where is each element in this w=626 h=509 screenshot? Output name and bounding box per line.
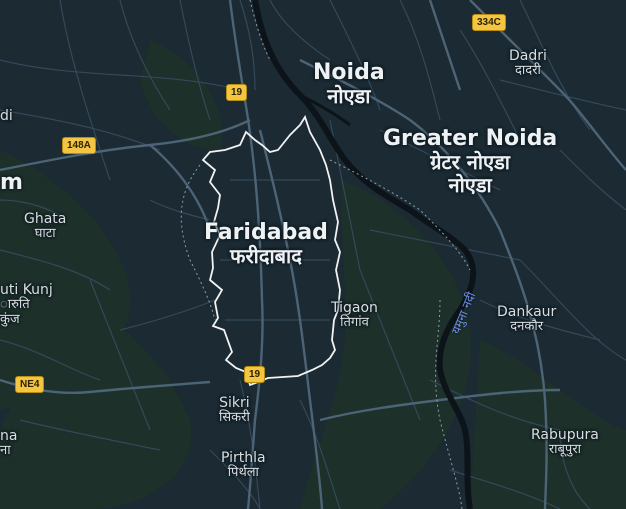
place-name-en: di: [0, 108, 13, 124]
place-label-tigaon[interactable]: [331, 300, 378, 331]
highway-shield-19-north[interactable]: 19: [226, 84, 247, 101]
place-name-en: na: [0, 428, 18, 444]
place-name-hi: फरीदाबाद: [230, 244, 302, 269]
place-name-hi: तिगांव: [340, 315, 369, 331]
place-name-en: Faridabad: [204, 220, 328, 245]
place-name-en: Ghata: [24, 211, 67, 227]
place-name-hi-line2: नोएडा: [448, 173, 492, 198]
place-name-hi: दनकौर: [510, 319, 544, 335]
place-name-hi: पिर्थला: [227, 465, 259, 481]
place-name-en: Sikri: [219, 395, 250, 411]
place-name-hi-line2: कुंज: [0, 312, 20, 328]
place-name-hi: ग्रेटर नोएडा: [430, 150, 510, 175]
place-name-hi: राबूपुरा: [548, 442, 582, 458]
place-name-hi: सिकरी: [219, 410, 250, 426]
place-label-left-di[interactable]: [0, 108, 13, 124]
place-name-hi: ारुति: [0, 297, 30, 313]
place-label-rabupura[interactable]: [531, 427, 599, 458]
place-name-en: Rabupura: [531, 427, 599, 443]
place-name-en: Greater Noida: [383, 126, 558, 151]
highway-shield-148a[interactable]: 148A: [62, 137, 96, 154]
yamuna-river-label: यमुना नदी: [448, 290, 479, 336]
place-label-dankaur[interactable]: [497, 304, 556, 335]
place-name-hi: दादरी: [515, 63, 541, 79]
place-name-hi: घाटा: [34, 226, 56, 242]
place-label-dadri[interactable]: [509, 48, 547, 79]
highway-shield-19-south[interactable]: 19: [244, 366, 265, 383]
place-label-maruti-kunj[interactable]: [0, 282, 53, 328]
place-name-en: Tigaon: [331, 300, 378, 316]
highway-shield-ne4[interactable]: NE4: [15, 376, 44, 393]
place-label-noida[interactable]: [313, 60, 385, 108]
place-label-faridabad[interactable]: [204, 220, 328, 268]
place-name-en: m: [0, 170, 23, 195]
place-label-ghata[interactable]: [24, 211, 66, 242]
place-label-sikri[interactable]: [219, 395, 250, 426]
place-name-en: Pirthla: [221, 450, 266, 466]
place-name-en: Dankaur: [497, 304, 557, 320]
place-label-left-na[interactable]: [0, 428, 17, 459]
place-label-greater-noida[interactable]: [383, 126, 557, 197]
place-label-left-m[interactable]: [0, 170, 23, 195]
highway-shield-334c[interactable]: 334C: [472, 14, 506, 31]
place-name-en: Noida: [313, 60, 385, 85]
place-label-pirthla[interactable]: [221, 450, 266, 481]
place-name-en: Dadri: [509, 48, 547, 64]
place-name-hi: ना: [0, 443, 11, 459]
place-name-en: uti Kunj: [0, 282, 53, 298]
place-name-hi: नोएडा: [327, 84, 371, 109]
